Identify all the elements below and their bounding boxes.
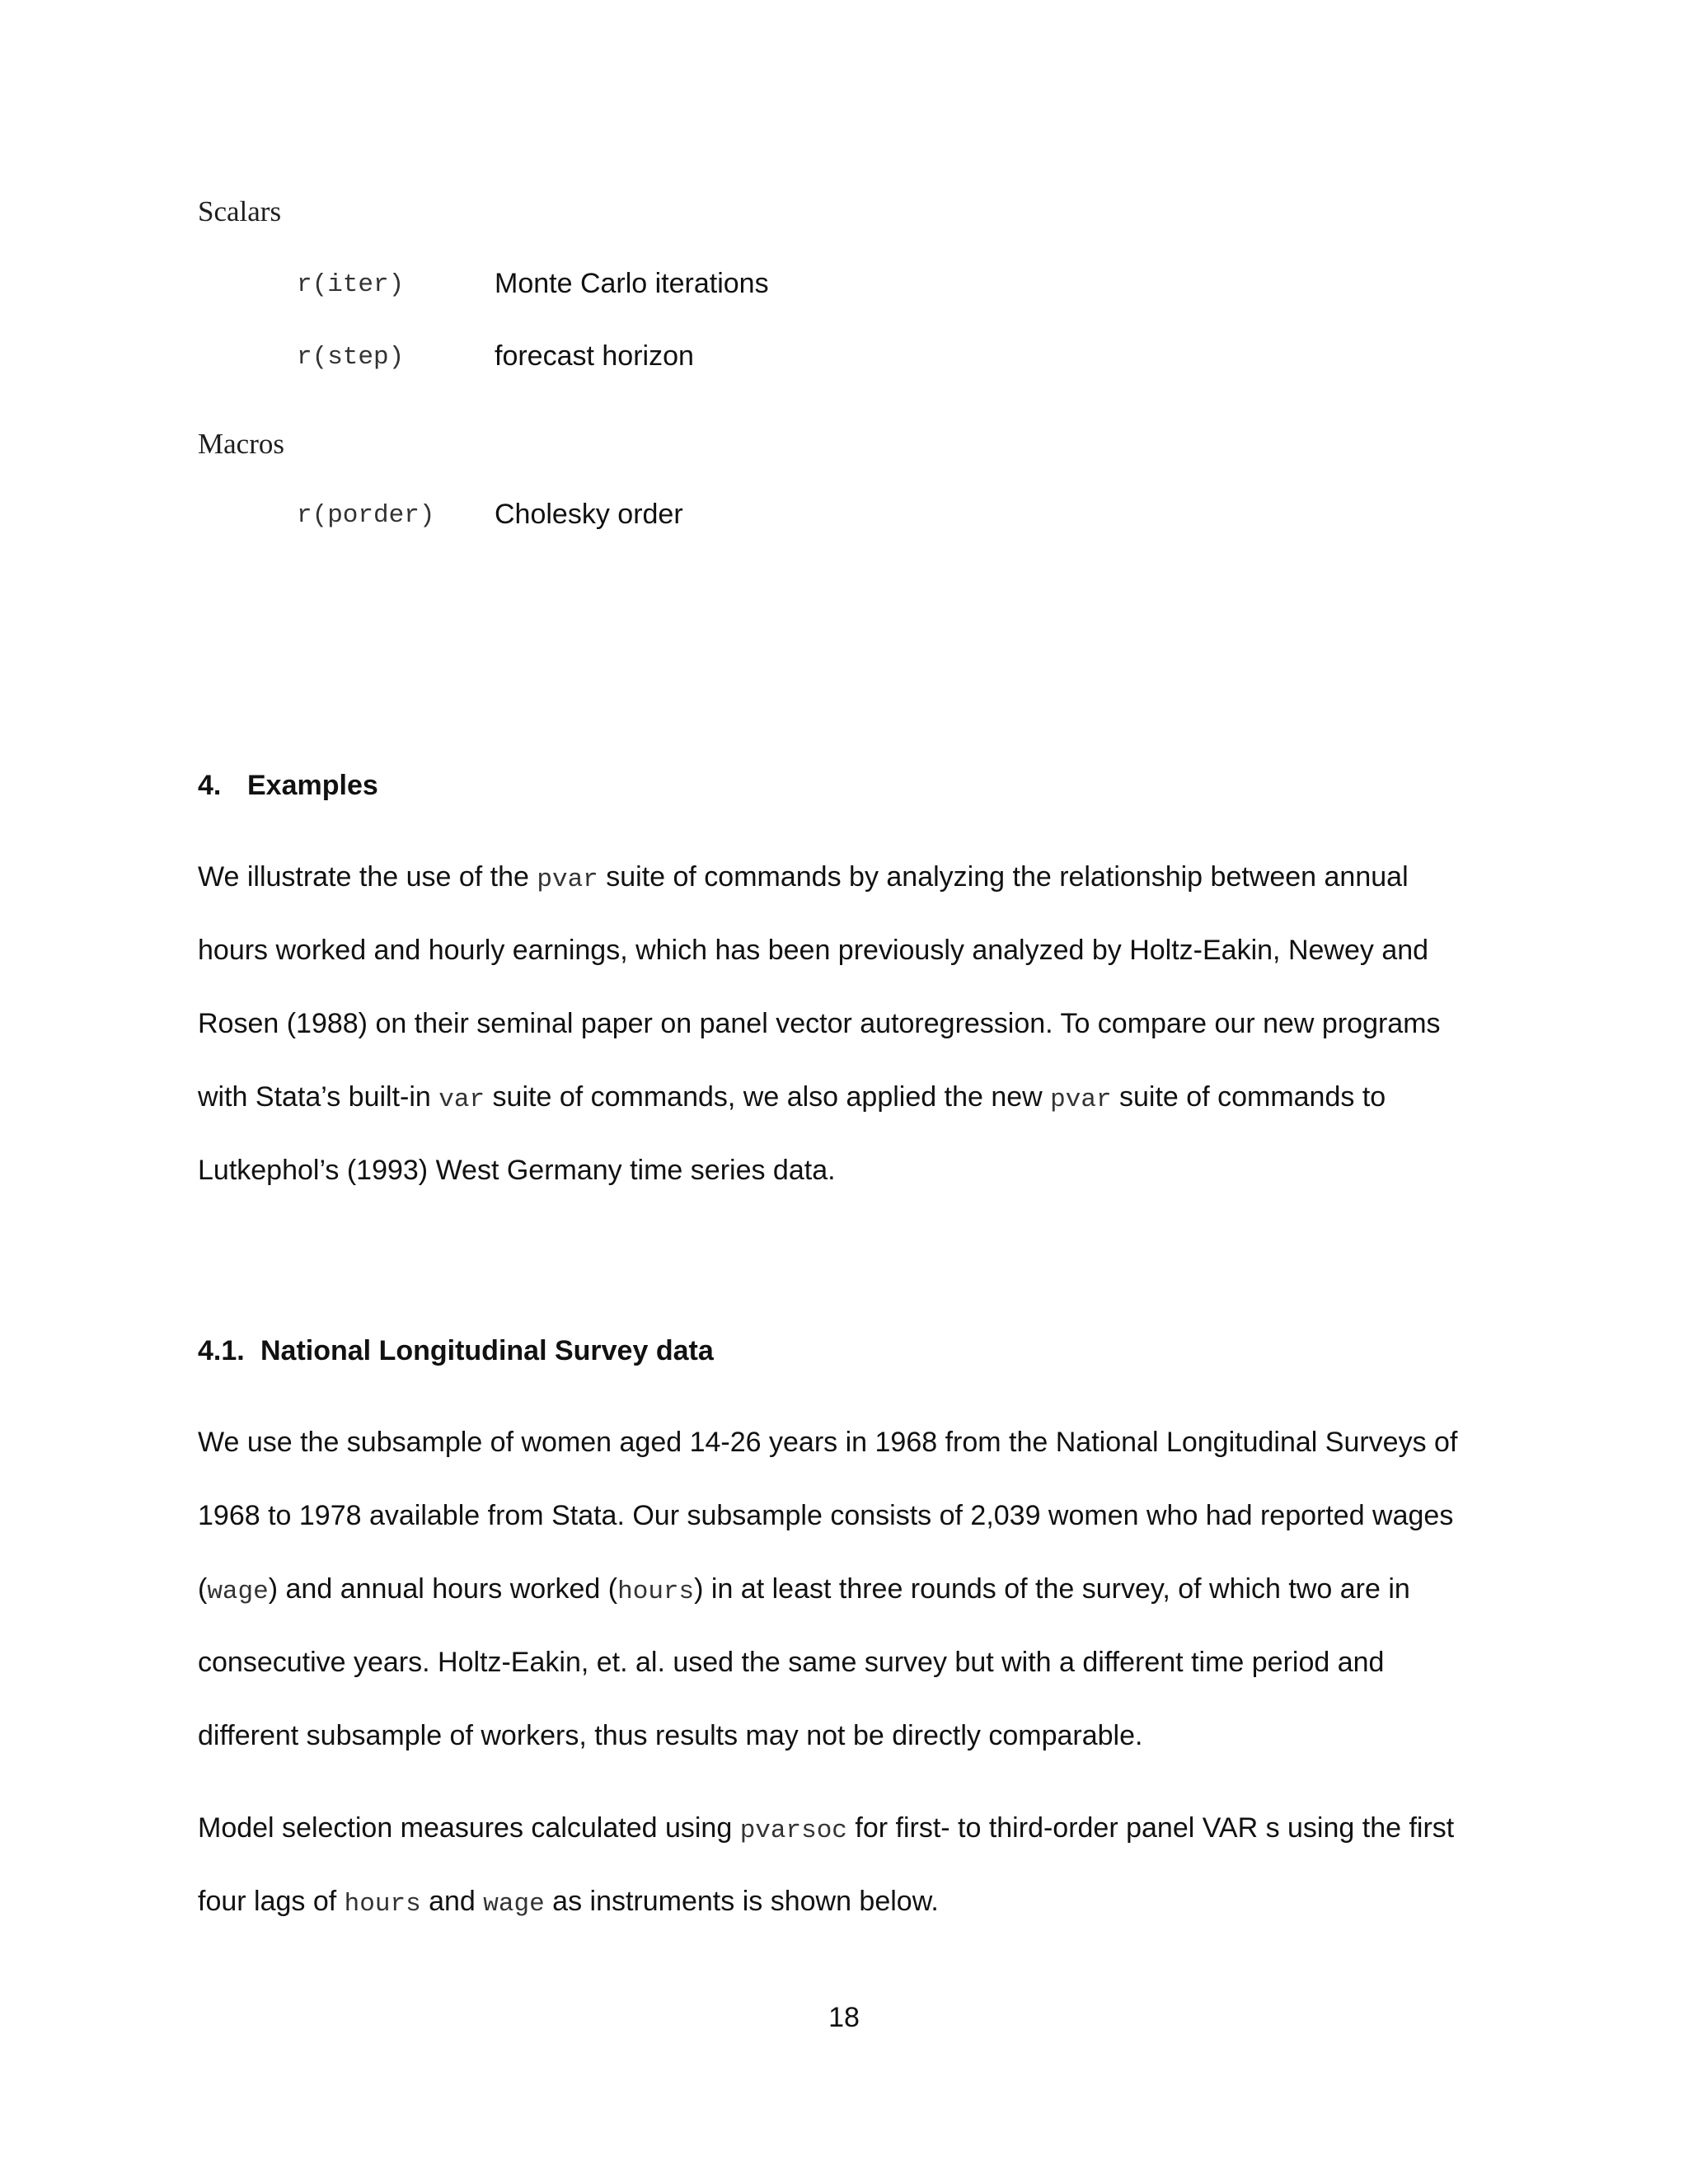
return-description: Cholesky order [495,499,683,530]
inline-code: hours [344,1890,421,1919]
paragraph-line: We illustrate the use of the pvar suite of commands by analyzing the relationship between annual [198,861,1409,894]
nls-paragraph-1 [198,1424,1517,1754]
return-code: r(porder) [297,501,435,530]
inline-code: pvar [1050,1085,1112,1114]
section-number: 4.1. [198,1335,245,1366]
scalars-label: Scalars [198,195,282,227]
inline-code: pvarsoc [739,1816,847,1845]
paragraph-line: (wage) and annual hours worked (hours) in at least three rounds of the survey, of which two are in [198,1573,1410,1606]
section-number: 4. [198,770,222,801]
inline-code: pvar [537,865,598,894]
section-heading-examples [198,768,378,803]
examples-paragraph [198,859,1517,1188]
paragraph-line: with Stata’s built-in var suite of commands, we also applied the new pvar suite of commands to [198,1081,1386,1114]
paragraph-line: 1968 to 1978 available from Stata. Our subsample consists of 2,039 women who had reported wages [198,1500,1454,1531]
paragraph-line: Model selection measures calculated using pvarsoc for first- to third-order panel VAR s using the first [198,1812,1455,1845]
section-title: National Longitudinal Survey data [260,1335,714,1366]
nls-paragraph-2 [198,1810,1517,1919]
paragraph-line: different subsample of workers, thus results may not be directly comparable. [198,1720,1143,1751]
return-code: r(step) [297,343,405,372]
inline-code: var [438,1085,485,1114]
paragraph-line: four lags of hours and wage as instruments is shown below. [198,1886,939,1919]
paragraph-line: We use the subsample of women aged 14-26 years in 1968 from the National Longitudinal Surveys of [198,1427,1458,1458]
section-heading-nls-data [198,1333,714,1368]
return-description: Monte Carlo iterations [495,268,769,299]
return-description: forecast horizon [495,340,694,372]
paragraph-line: Lutkephol’s (1993) West Germany time series data. [198,1155,836,1186]
section-title: Examples [247,770,378,801]
macros-label: Macros [198,428,284,460]
paragraph-line: hours worked and hourly earnings, which has been previously analyzed by Holtz-Eakin, Newey and [198,935,1429,966]
page-number: 18 [828,2002,860,2033]
inline-code: hours [617,1577,695,1606]
return-code: r(iter) [297,270,405,299]
paragraph-line: Rosen (1988) on their seminal paper on panel vector autoregression. To compare our new programs [198,1008,1441,1039]
inline-code: wage [207,1577,269,1606]
paragraph-line: consecutive years. Holtz-Eakin, et. al. used the same survey but with a different time period and [198,1647,1385,1678]
inline-code: wage [483,1890,545,1919]
